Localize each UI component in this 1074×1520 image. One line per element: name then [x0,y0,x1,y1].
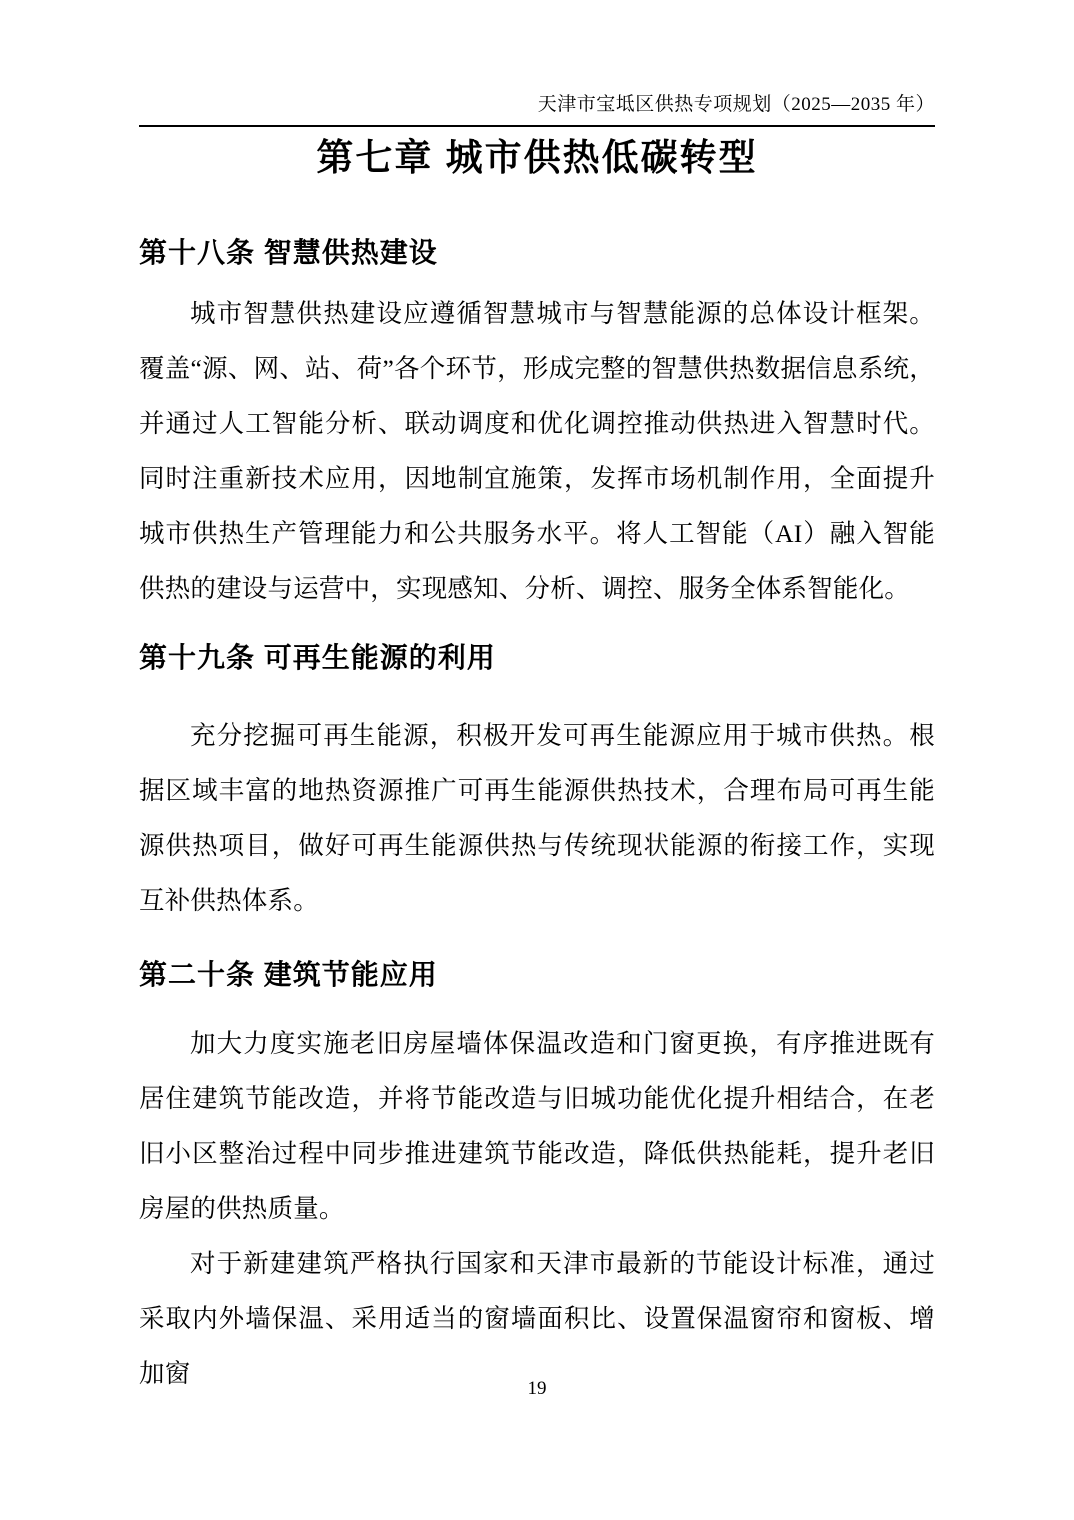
body-paragraph: 加大力度实施老旧房屋墙体保温改造和门窗更换，有序推进既有居住建筑节能改造，并将节能改造与旧城功能优化提升相结合，在老旧小区整治过程中同步推进建筑节能改造，降低供热能耗，提升老旧房屋的供热质量。 [139,1029,935,1223]
running-header [139,93,935,127]
body-paragraph: 对于新建建筑严格执行国家和天津市最新的节能设计标准，通过采取内外墙保温、采用适当的窗墙面积比、设置保温窗帘和窗板、增加窗 [139,1249,935,1388]
section-heading-18: 第十八条 智慧供热建设 [139,237,438,268]
body-paragraph: 城市智慧供热建设应遵循智慧城市与智慧能源的总体设计框架。覆盖“源、网、站、荷”各个环节，形成完整的智慧供热数据信息系统，并通过人工智能分析、联动调度和优化调控推动供热进入智慧时代。同时注重新技术应用，因地制宜施策，发挥市场机制作用，全面提升城市供热生产管理能力和公共服务水平。将人工智能（AI）融入智能供热的建设与运营中，实现感知、分析、调控、服务全体系智能化。 [139,299,935,603]
chapter-title: 第七章 城市供热低碳转型 [316,137,758,178]
section-heading-19: 第十九条 可再生能源的利用 [139,642,496,673]
section-heading-20: 第二十条 建筑节能应用 [139,959,438,990]
body-paragraph: 充分挖掘可再生能源，积极开发可再生能源应用于城市供热。根据区域丰富的地热资源推广可再生能源供热技术，合理布局可再生能源供热项目，做好可再生能源供热与传统现状能源的衔接工作，实现互补供热体系。 [139,721,935,915]
page-number: 19 [527,1378,547,1399]
running-header-text: 天津市宝坻区供热专项规划（2025—2035 年） [537,94,935,115]
